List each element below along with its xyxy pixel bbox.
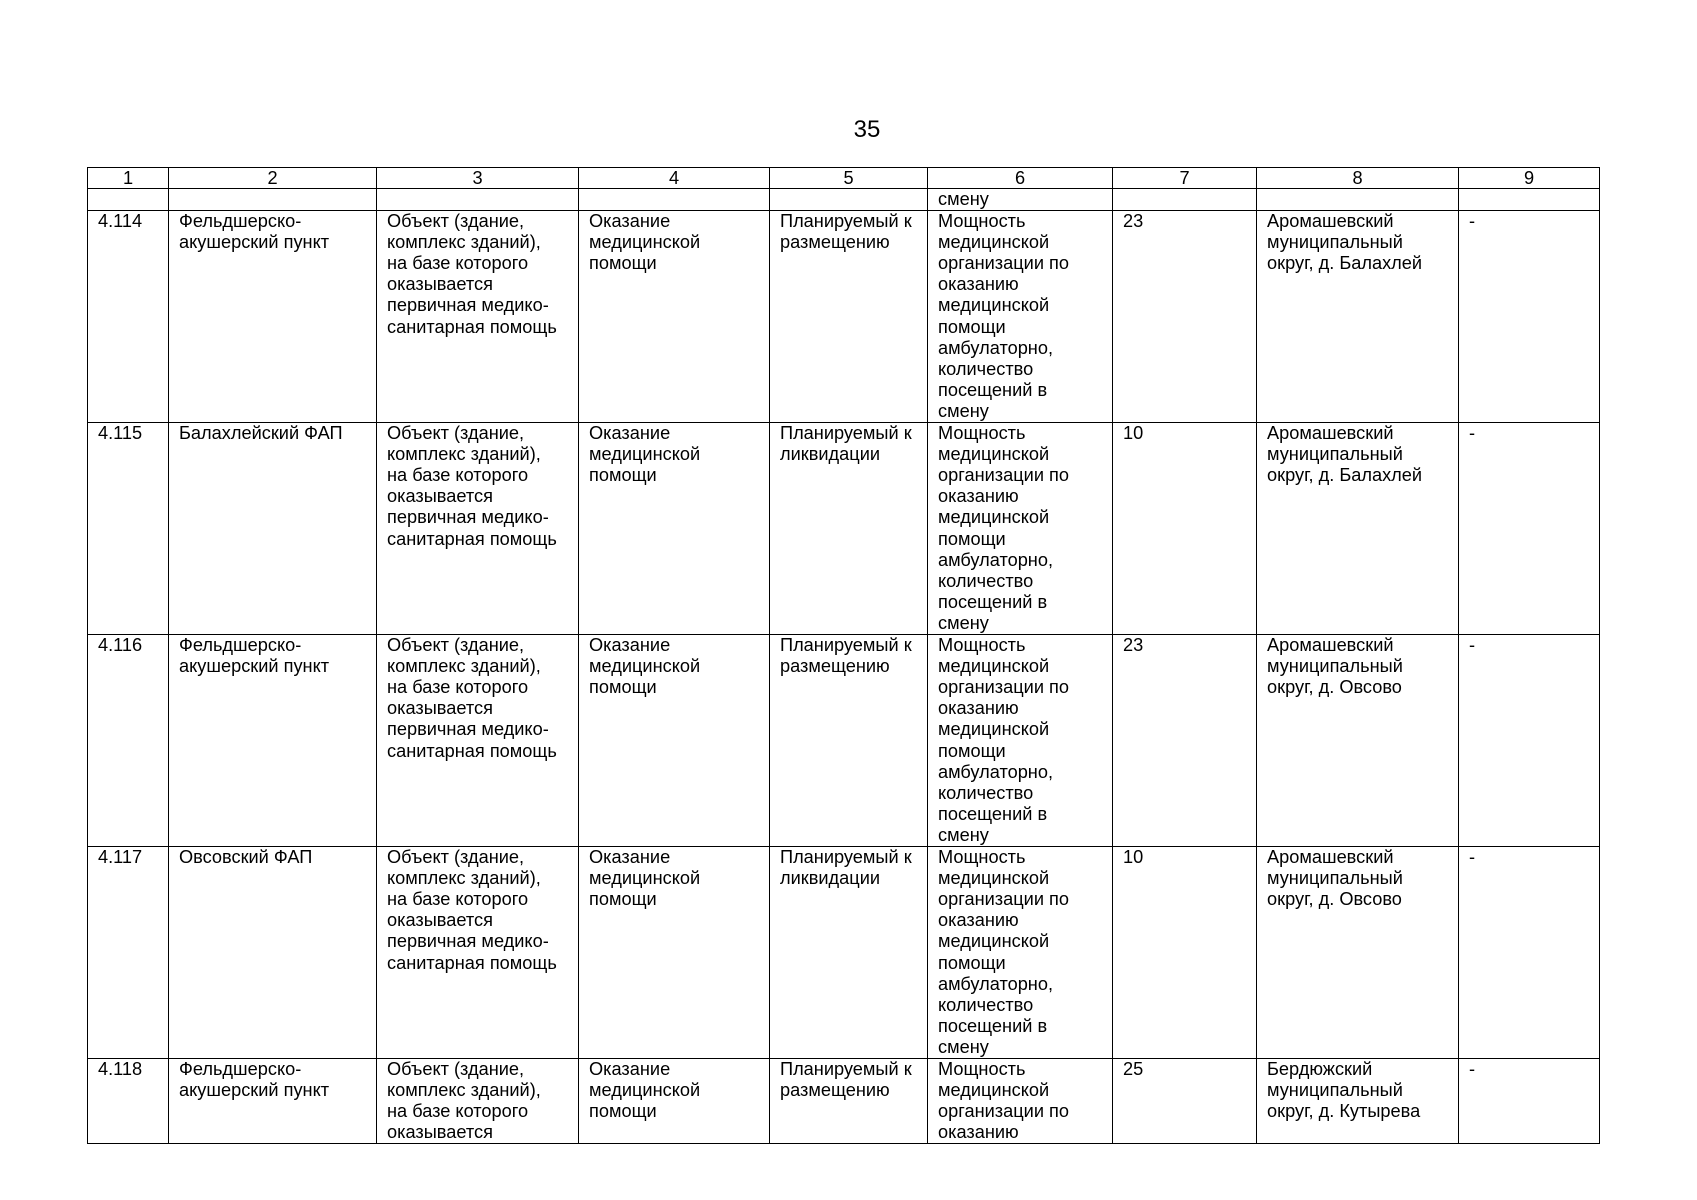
column-number-row — [88, 168, 1600, 189]
column-number: 3 — [377, 168, 579, 189]
zone-cell: - — [1459, 211, 1600, 423]
page-number: 35 — [853, 116, 881, 143]
row-number-cell: 4.116 — [88, 635, 169, 847]
location-cell: Аромашевский муниципальный округ, д. Балахлей — [1257, 211, 1459, 423]
capacity-cell: 23 — [1113, 635, 1257, 847]
table-row — [88, 1059, 1600, 1144]
characteristic-cell: Мощность медицинской организации по оказанию медицинской помощи амбулаторно, количество посещений в смену — [928, 847, 1113, 1059]
row-number-cell: 4.114 — [88, 211, 169, 423]
status-cell: Планируемый к размещению — [770, 1059, 928, 1144]
capacity-cell: 23 — [1113, 211, 1257, 423]
column-number: 9 — [1459, 168, 1600, 189]
column-number: 6 — [928, 168, 1113, 189]
column-number: 8 — [1257, 168, 1459, 189]
registry-table — [87, 167, 1600, 1144]
object-type-cell: Объект (здание, комплекс зданий), на базе которого оказывается первичная медико- санитарная помощь — [377, 211, 579, 423]
continuation-row — [88, 189, 1600, 211]
column-number: 5 — [770, 168, 928, 189]
table-cell — [1257, 189, 1459, 211]
zone-cell: - — [1459, 1059, 1600, 1144]
object-name-cell: Балахлейский ФАП — [169, 423, 377, 635]
capacity-cell: 10 — [1113, 423, 1257, 635]
row-number-cell: 4.117 — [88, 847, 169, 1059]
table-cell — [169, 189, 377, 211]
table-cell — [770, 189, 928, 211]
object-name-cell: Фельдшерско- акушерский пункт — [169, 635, 377, 847]
row-number-cell: 4.115 — [88, 423, 169, 635]
object-type-cell: Объект (здание, комплекс зданий), на базе которого оказывается первичная медико- санитарная помощь — [377, 423, 579, 635]
status-cell: Планируемый к ликвидации — [770, 847, 928, 1059]
table-cell — [1459, 189, 1600, 211]
column-number: 2 — [169, 168, 377, 189]
column-number: 7 — [1113, 168, 1257, 189]
object-name-cell: Овсовский ФАП — [169, 847, 377, 1059]
characteristic-cell: Мощность медицинской организации по оказанию медицинской помощи амбулаторно, количество посещений в смену — [928, 635, 1113, 847]
object-name-cell: Фельдшерско- акушерский пункт — [169, 1059, 377, 1144]
row-number-cell: 4.118 — [88, 1059, 169, 1144]
object-type-cell: Объект (здание, комплекс зданий), на базе которого оказывается — [377, 1059, 579, 1144]
table-cell — [1113, 189, 1257, 211]
location-cell: Аромашевский муниципальный округ, д. Балахлей — [1257, 423, 1459, 635]
table-cell: смену — [928, 189, 1113, 211]
table-cell — [377, 189, 579, 211]
location-cell: Аромашевский муниципальный округ, д. Овсово — [1257, 847, 1459, 1059]
characteristic-cell: Мощность медицинской организации по оказанию — [928, 1059, 1113, 1144]
zone-cell: - — [1459, 635, 1600, 847]
characteristic-cell: Мощность медицинской организации по оказанию медицинской помощи амбулаторно, количество посещений в смену — [928, 211, 1113, 423]
purpose-cell: Оказание медицинской помощи — [579, 423, 770, 635]
characteristic-cell: Мощность медицинской организации по оказанию медицинской помощи амбулаторно, количество посещений в смену — [928, 423, 1113, 635]
zone-cell: - — [1459, 423, 1600, 635]
status-cell: Планируемый к размещению — [770, 635, 928, 847]
purpose-cell: Оказание медицинской помощи — [579, 1059, 770, 1144]
capacity-cell: 25 — [1113, 1059, 1257, 1144]
capacity-cell: 10 — [1113, 847, 1257, 1059]
object-type-cell: Объект (здание, комплекс зданий), на базе которого оказывается первичная медико- санитарная помощь — [377, 635, 579, 847]
purpose-cell: Оказание медицинской помощи — [579, 847, 770, 1059]
table-cell — [579, 189, 770, 211]
location-cell: Бердюжский муниципальный округ, д. Кутырева — [1257, 1059, 1459, 1144]
object-name-cell: Фельдшерско- акушерский пункт — [169, 211, 377, 423]
zone-cell: - — [1459, 847, 1600, 1059]
status-cell: Планируемый к ликвидации — [770, 423, 928, 635]
object-type-cell: Объект (здание, комплекс зданий), на базе которого оказывается первичная медико- санитарная помощь — [377, 847, 579, 1059]
table-row — [88, 635, 1600, 847]
table-row — [88, 211, 1600, 423]
column-number: 1 — [88, 168, 169, 189]
table-cell — [88, 189, 169, 211]
purpose-cell: Оказание медицинской помощи — [579, 635, 770, 847]
column-number: 4 — [579, 168, 770, 189]
location-cell: Аромашевский муниципальный округ, д. Овсово — [1257, 635, 1459, 847]
table-row — [88, 423, 1600, 635]
table-row — [88, 847, 1600, 1059]
purpose-cell: Оказание медицинской помощи — [579, 211, 770, 423]
status-cell: Планируемый к размещению — [770, 211, 928, 423]
